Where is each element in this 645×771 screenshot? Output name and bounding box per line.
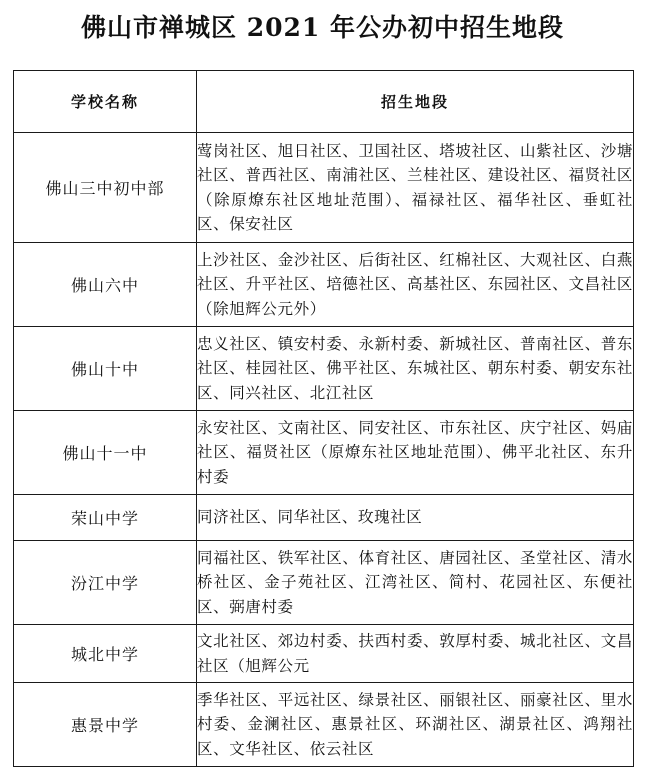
admission-zone-table <box>13 70 634 767</box>
table-row <box>14 327 634 411</box>
admission-area: 莺岗社区、旭日社区、卫国社区、塔坡社区、山紫社区、沙塘社区、普西社区、南浦社区、兰桂社区、建设社区、福贤社区（除原燎东社区地址范围）、福禄社区、福华社区、垂虹社区、保安社区 <box>197 133 634 243</box>
admission-area: 同福社区、铁军社区、体育社区、唐园社区、圣堂社区、清水桥社区、金子苑社区、江湾社区、简村、花园社区、东便社区、弼唐村委 <box>197 541 634 625</box>
admission-area: 忠义社区、镇安村委、永新村委、新城社区、普南社区、普东社区、桂园社区、佛平社区、东城社区、朝东村委、朝安东社区、同兴社区、北江社区 <box>197 327 634 411</box>
school-name: 佛山三中初中部 <box>14 133 197 243</box>
page-title: 佛山市禅城区 2021 年公办初中招生地段 <box>81 13 564 42</box>
school-name: 惠景中学 <box>14 683 197 767</box>
table-row <box>14 541 634 625</box>
school-name: 汾江中学 <box>14 541 197 625</box>
admission-area: 季华社区、平远社区、绿景社区、丽银社区、丽豪社区、里水村委、金澜社区、惠景社区、环湖社区、湖景社区、鸿翔社区、文华社区、依云社区 <box>197 683 634 767</box>
table-row <box>14 411 634 495</box>
table-row <box>14 243 634 327</box>
table-row <box>14 625 634 683</box>
table-row <box>14 495 634 541</box>
table-row <box>14 133 634 243</box>
school-name: 荣山中学 <box>14 495 197 541</box>
header-school-name: 学校名称 <box>14 71 197 133</box>
admission-area: 同济社区、同华社区、玫瑰社区 <box>197 495 634 541</box>
school-name: 佛山十中 <box>14 327 197 411</box>
table-row <box>14 683 634 767</box>
admission-area: 文北社区、郊边村委、扶西村委、敦厚村委、城北社区、文昌社区（旭辉公元 <box>197 625 634 683</box>
admission-area: 上沙社区、金沙社区、后街社区、红棉社区、大观社区、白燕社区、升平社区、培德社区、高基社区、东园社区、文昌社区（除旭辉公元外） <box>197 243 634 327</box>
header-admission-area: 招生地段 <box>197 71 634 133</box>
table-header-row <box>14 71 634 133</box>
admission-area: 永安社区、文南社区、同安社区、市东社区、庆宁社区、妈庙社区、福贤社区（原燎东社区地址范围）、佛平北社区、东升村委 <box>197 411 634 495</box>
school-name: 佛山十一中 <box>14 411 197 495</box>
school-name: 城北中学 <box>14 625 197 683</box>
school-name: 佛山六中 <box>14 243 197 327</box>
